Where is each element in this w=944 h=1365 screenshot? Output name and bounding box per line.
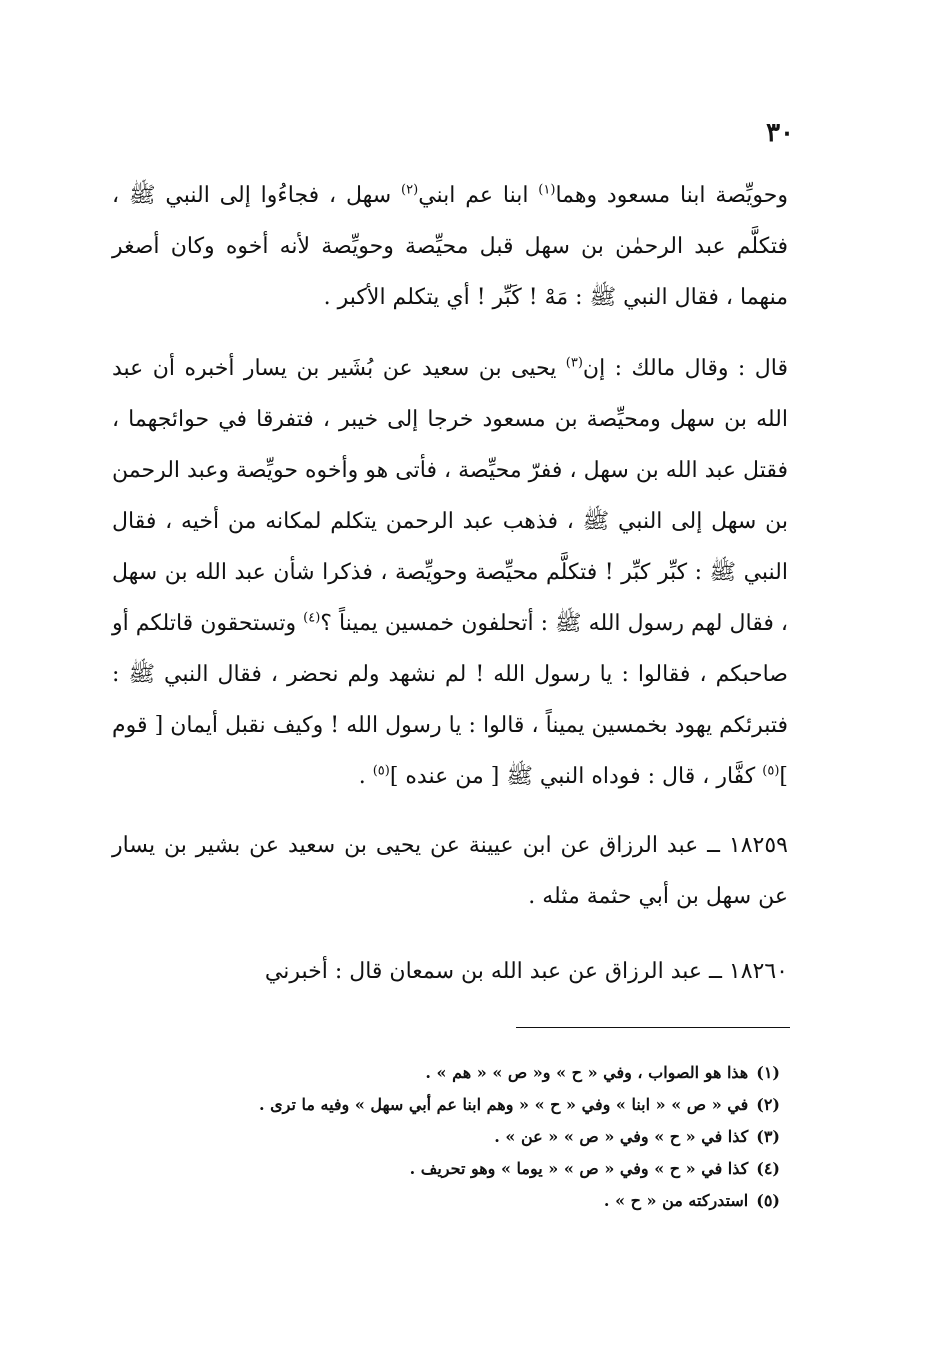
footnote-text: كذا في « ح » وفي « ص » « عن » .	[494, 1127, 749, 1146]
footnote-marker: (١)	[538, 182, 556, 198]
footnote-text: هذا هو الصواب ، وفي « ح » و« ص » « هم » .	[425, 1063, 749, 1082]
footnote-marker: (٥)	[372, 763, 390, 779]
footnote-divider	[516, 1027, 790, 1028]
paragraph	[112, 170, 788, 323]
footnote	[140, 1057, 780, 1089]
hadith-entry	[112, 820, 788, 922]
footnote-marker: (٤)	[303, 610, 321, 626]
footnote-text: في « ص » « ابنا » وفي « ح » « وهم ابنا عم أبي سهل » وفيه ما ترى .	[258, 1095, 749, 1114]
text-segment: ابنا عم ابني	[418, 183, 539, 208]
text-segment: يحيى بن سعيد عن بُشَير بن يسار أخبره أن عبد الله بن سهل ومحيِّصة بن مسعود خرجا إلى خيبر ، فتفرقا في حوائجهما ، فقتل عبد الله بن سهل ، ففرّ محيِّصة ، فأتى هو وأخوه حويِّصة وعبد الرحمن بن سهل إلى النبي ﷺ ، فذهب عبد الرحمن يتكلم لمكانه من أخيه ، فقال النبي ﷺ : كبِّر كبِّر ! فتكلَّم محيِّصة وحويِّصة ، فذكرا شأن عبد الله بن سهل ، فقال لهم رسول الله ﷺ : أتحلفون خمسين يميناً ؟	[112, 356, 789, 636]
footnote-number: (١)	[756, 1063, 780, 1082]
footnote-marker: (٢)	[401, 182, 419, 198]
hadith-entry	[112, 946, 788, 997]
footnote-marker: (٥)	[762, 763, 780, 779]
paragraph	[112, 343, 788, 802]
text-segment: ١٨٢٦٠ ــ عبد الرزاق عن عبد الله بن سمعان قال : أخبرني	[264, 959, 788, 984]
text-segment: ١٨٢٥٩ ــ عبد الرزاق عن ابن عيينة عن يحيى بن سعيد عن بشير بن يسار عن سهل بن أبي حثمة مثله .	[112, 833, 788, 909]
footnote	[140, 1185, 780, 1217]
text-segment: وحويِّصة ابنا مسعود وهما	[555, 183, 788, 208]
footnote-number: (٣)	[756, 1127, 780, 1146]
text-segment: وتستحقون قاتلكم أو صاحبكم ، فقالوا : يا رسول الله ! لم نشهد ولم نحضر ، فقال النبي ﷺ : فتبرئكم يهود بخمسين يميناً ، قالوا : يا رسول الله ! وكيف نقبل أيمان [ قوم ]	[112, 611, 788, 789]
main-text	[112, 170, 788, 1015]
text-segment: قال : وقال مالك : إن	[582, 356, 788, 381]
footnote	[140, 1153, 780, 1185]
text-segment: سهل ، فجاءُوا إلى النبي ﷺ ، فتكلَّم عبد الرحمٰن بن سهل قبل محيِّصة وحويِّصة لأنه أخوه وكان أصغر منهما ، فقال النبي ﷺ : مَهْ ! كَبِّر ! أي يتكلم الأكبر .	[112, 183, 788, 310]
text-segment: كفَّار ، قال : فوداه النبي ﷺ [ من عنده ]	[389, 764, 763, 789]
footnote	[140, 1089, 780, 1121]
page-number: ٣٠	[766, 118, 794, 148]
footnote-text: كذا في « ح » وفي « ص » « يوما » وهو تحريف .	[409, 1159, 749, 1178]
footnotes-list	[140, 1057, 780, 1217]
footnote-number: (٤)	[756, 1159, 780, 1178]
footnote-text: استدركته من « ح » .	[603, 1191, 749, 1210]
footnote	[140, 1121, 780, 1153]
footnote-number: (٥)	[756, 1191, 780, 1210]
footnote-marker: (٣)	[565, 355, 583, 371]
text-segment: .	[358, 764, 373, 789]
footnote-number: (٢)	[756, 1095, 780, 1114]
